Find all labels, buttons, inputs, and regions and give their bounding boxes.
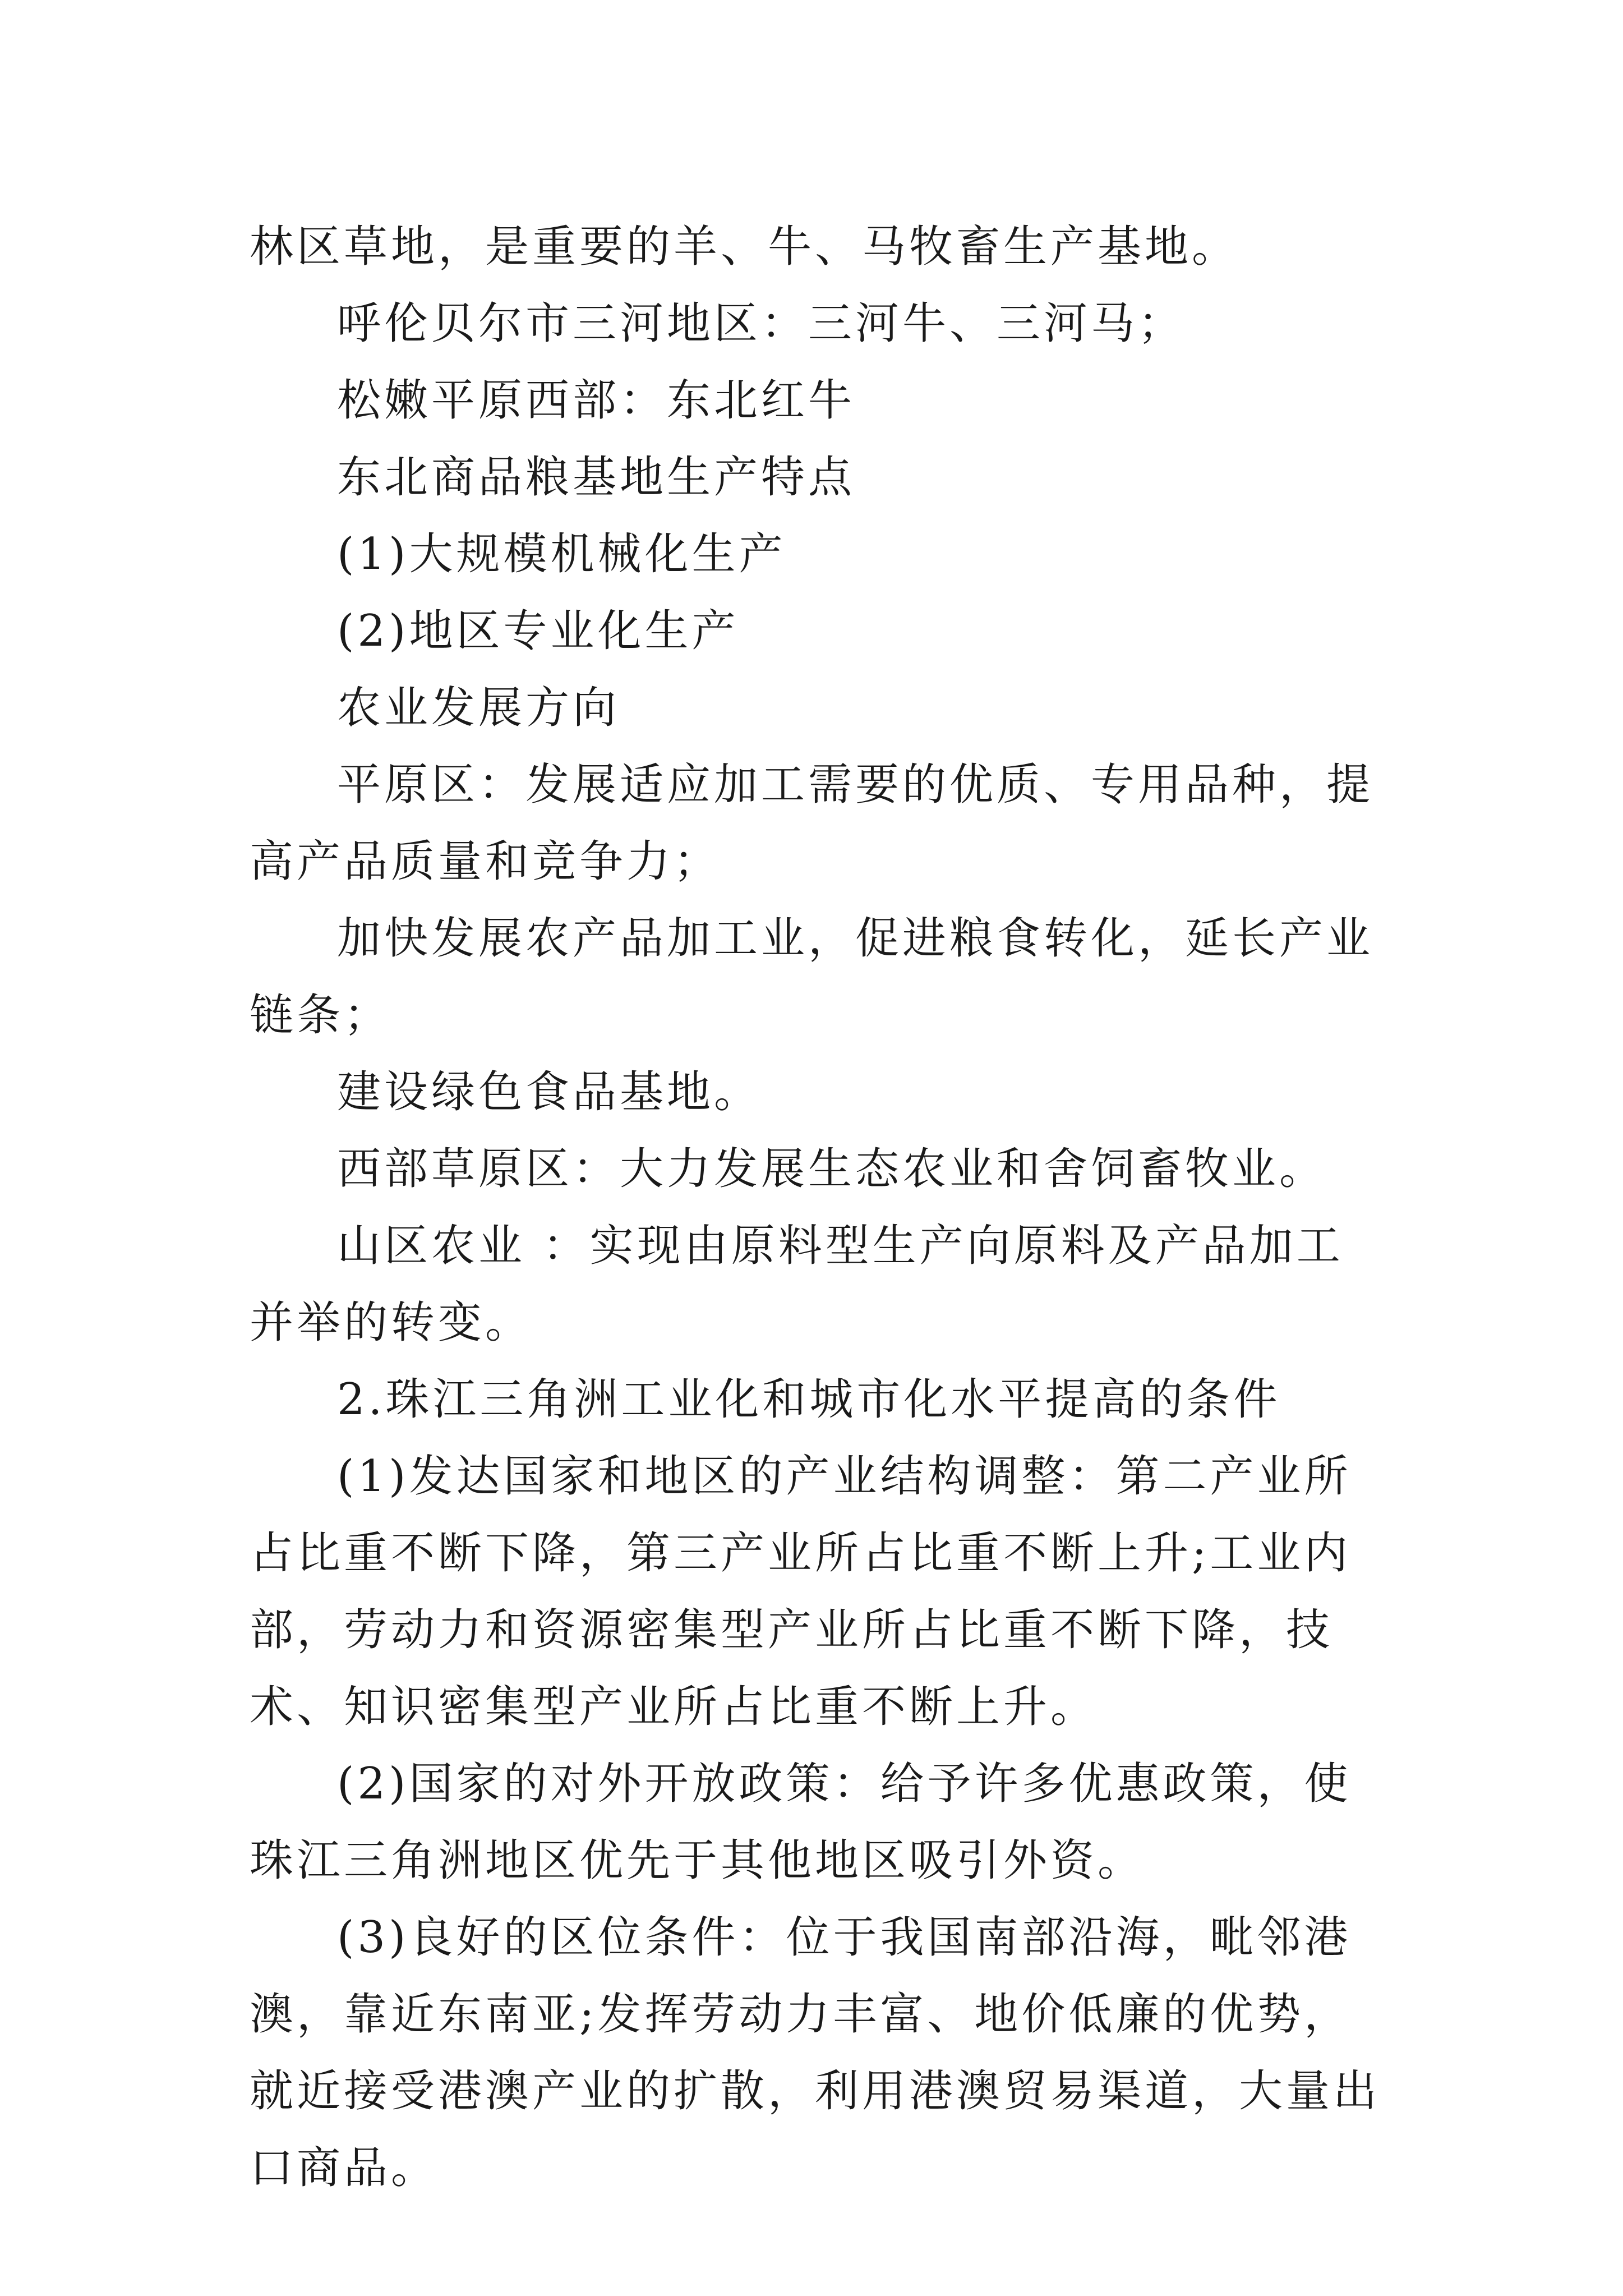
paragraph-9: 加快发展农产品加工业，促进粮食转化，延长产业链条； (250, 913, 1374, 1041)
paragraph-10: 建设绿色食品基地。 (337, 1067, 762, 1117)
paragraph-5: (1)大规模机械化生产 (337, 529, 786, 579)
paragraph-4: 东北商品粮基地生产特点 (337, 452, 856, 503)
paragraph-15: (2)国家的对外开放政策：给予许多优惠政策，使珠江三角洲地区优先于其他地区吸引外资。 (250, 1759, 1352, 1886)
section-heading-2: 2.珠江三角洲工业化和城市化水平提高的条件 (337, 1374, 1281, 1425)
document-body (250, 209, 1388, 2207)
paragraph-12: 山区农业 ：实现由原料型生产向原料及产品加工并举的转变。 (250, 1221, 1344, 1348)
paragraph-16: (3)良好的区位条件：位于我国南部沿海，毗邻港澳，靠近东南亚;发挥劳动力丰富、地价低廉的优势，就近接受港澳产业的扩散，利用港澳贸易渠道，大量出口商品。 (250, 1912, 1381, 2193)
paragraph-6: (2)地区专业化生产 (337, 606, 739, 656)
paragraph-8: 平原区：发展适应加工需要的优质、专用品种，提高产品质量和竞争力； (250, 760, 1374, 887)
paragraph-1: 林区草地，是重要的羊、牛、马牧畜生产基地。 (250, 222, 1239, 272)
paragraph-7: 农业发展方向 (337, 683, 620, 733)
paragraph-11: 西部草原区：大力发展生态农业和舍饲畜牧业。 (337, 1144, 1327, 1194)
paragraph-2: 呼伦贝尔市三河地区：三河牛、三河马； (337, 298, 1186, 349)
paragraph-3: 松嫩平原西部：东北红牛 (337, 375, 856, 426)
paragraph-14: (1)发达国家和地区的产业结构调整：第二产业所占比重不断下降，第三产业所占比重不断上升;工业内部，劳动力和资源密集型产业所占比重不断下降，技术、知识密集型产业所占比重不断上升。 (250, 1451, 1352, 1732)
